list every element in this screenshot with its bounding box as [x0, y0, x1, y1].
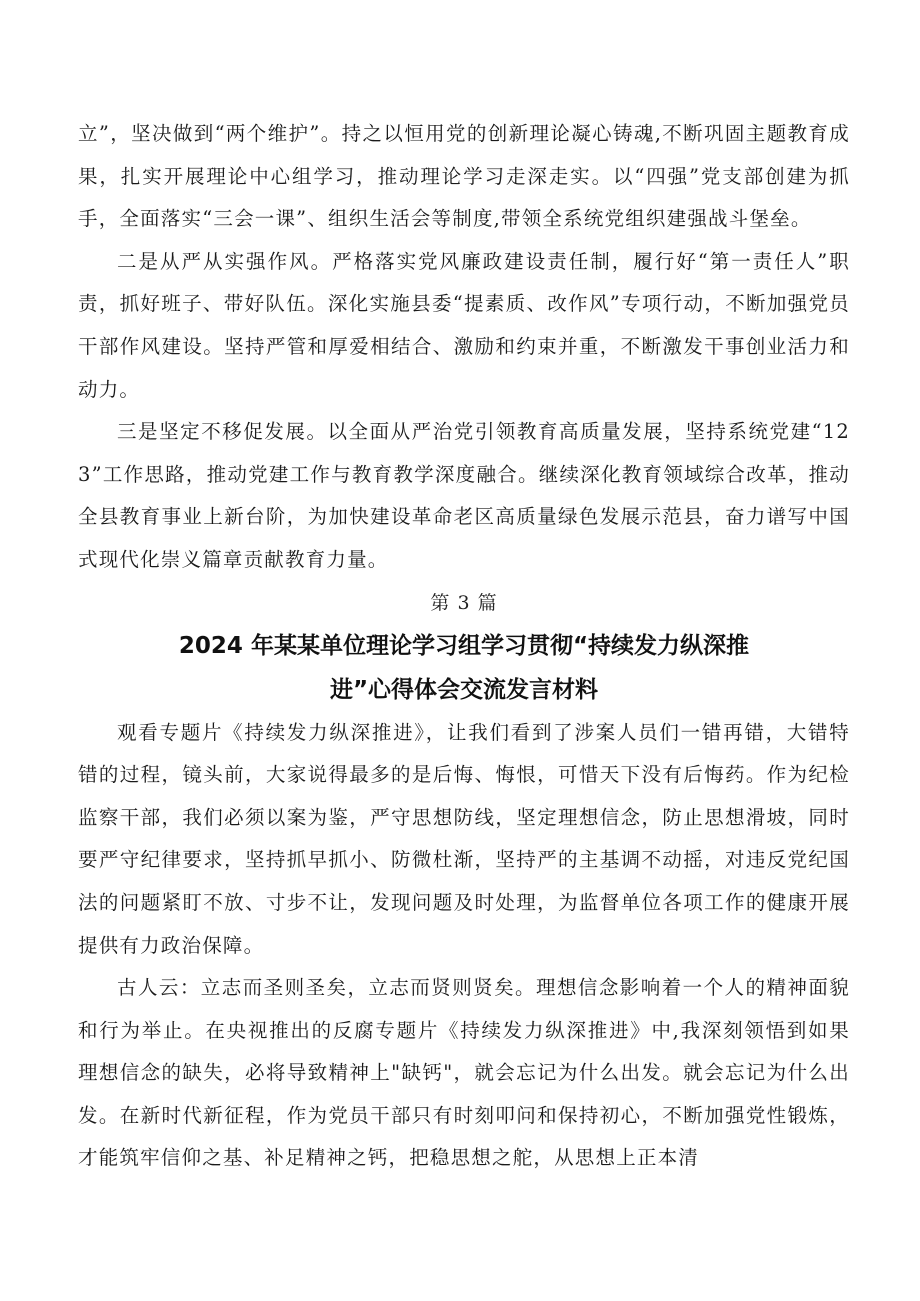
- article-title-line-2: 进”心得体会交流发言材料: [329, 676, 599, 703]
- paragraph-continued: 立”，坚决做到“两个维护”。持之以恒用党的创新理论凝心铸魂,不断巩固主题教育成果，扎实开展理论中心组学习，推动理论学习走深走实。以“四强”党支部创建为抓手，全面落实“三会一课”、组织生活会等制度,带领全系统党组织建强战斗堡垒。: [78, 122, 850, 231]
- paragraph-strengthen-style: 二是从严从实强作风。严格落实党风廉政建设责任制，履行好“第一责任人”职责，抓好班子、带好队伍。深化实施县委“提素质、改作风”专项行动，不断加强党员干部作风建设。坚持严管和厚爱相结合、激励和约束并重，不断激发干事创业活力和动力。: [78, 249, 850, 401]
- document-body: [78, 113, 850, 1180]
- paragraph-watch-documentary: 观看专题片《持续发力纵深推进》，让我们看到了涉案人员们一错再错，大错特错的过程，镜头前，大家说得最多的是后悔、悔恨，可惜天下没有后悔药。作为纪检监察干部，我们必须以案为鉴，严守思想防线，坚定理想信念，防止思想滑坡，同时要严守纪律要求，坚持抓早抓小、防微杜渐，坚持严的主基调不动摇，对违反党纪国法的问题紧盯不放、寸步不让，发现问题及时处理，为监督单位各项工作的健康开展提供有力政治保障。: [78, 720, 850, 957]
- paragraph-ancient-saying: 古人云：立志而圣则圣矣，立志而贤则贤矣。理想信念影响着一个人的精神面貌和行为举止。在央视推出的反腐专题片《持续发力纵深推进》中,我深刻领悟到如果理想信念的缺失，必将导致精神上"缺钙"，就会忘记为什么出发。就会忘记为什么出发。在新时代新征程，作为党员干部只有时刻叩问和保持初心，不断加强党性锻炼，才能筑牢信仰之基、补足精神之钙，把稳思想之舵，从思想上正本清: [78, 976, 850, 1170]
- article-title-line-1: 2024 年某某单位理论学习组学习贯彻“持续发力纵深推: [178, 632, 750, 659]
- article-title: [78, 624, 850, 712]
- paragraph-promote-development: 三是坚定不移促发展。以全面从严治党引领教育高质量发展，坚持系统党建“123”工作思路，推动党建工作与教育教学深度融合。继续深化教育领域综合改革，推动全县教育事业上新台阶，为加快建设革命老区高质量绿色发展示范县，奋力谱写中国式现代化崇义篇章贡献教育力量。: [78, 420, 850, 571]
- chapter-label: 第 3 篇: [430, 591, 498, 614]
